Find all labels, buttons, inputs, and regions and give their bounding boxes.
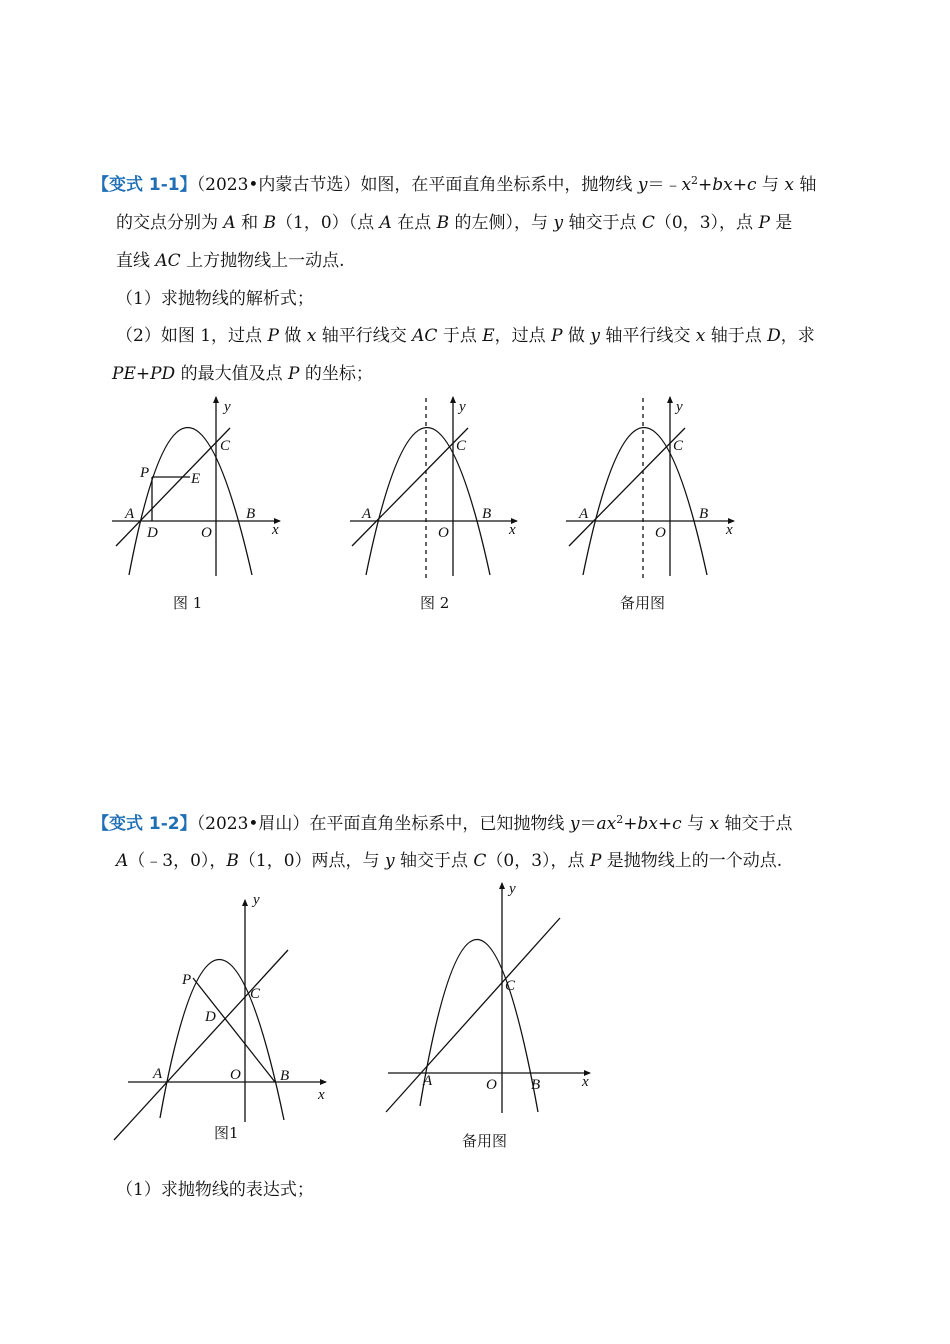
label-y: y — [509, 881, 516, 897]
math-var: y — [637, 175, 648, 195]
line-ac — [114, 950, 288, 1140]
label-b: B — [699, 506, 709, 522]
figure-caption: 图 2 — [420, 594, 450, 612]
math-var: PE — [112, 364, 136, 384]
problem1-text: 在点 — [391, 213, 437, 233]
label-d: D — [147, 525, 158, 541]
label-y: y — [459, 399, 466, 415]
math-expr: +bx+c — [623, 814, 682, 834]
figure-1 — [114, 892, 326, 1142]
label-c: C — [250, 986, 261, 1002]
problem1-text: ，过点 — [494, 326, 552, 346]
figure-backup — [386, 881, 590, 1150]
label-x: x — [318, 1087, 325, 1103]
label-o: O — [230, 1067, 241, 1083]
problem1-text: 轴于点 — [705, 326, 768, 346]
problem2-text: 在平面直角坐标系中，已知抛物线 — [309, 814, 570, 834]
math-exponent: 2 — [691, 174, 699, 187]
label-a: A — [423, 1073, 433, 1089]
label-d: D — [205, 1009, 216, 1025]
math-expr: ax — [596, 814, 617, 834]
label-b: B — [531, 1077, 541, 1093]
label-y: y — [224, 399, 231, 415]
math-var: y — [569, 814, 580, 834]
math-var: y — [590, 326, 600, 346]
label-y: y — [253, 892, 260, 908]
math-var: A — [223, 213, 236, 233]
problem2-source: （2023•眉山） — [196, 814, 310, 834]
math-var: C — [473, 851, 487, 871]
problem1-text: （2）如图 1，过点 — [116, 326, 268, 346]
problem2-text: （﹣3，0）， — [128, 851, 227, 871]
figure-caption: 图1 — [214, 1124, 239, 1142]
problem2-text: 与 — [681, 814, 710, 834]
math-op: ＝﹣ — [647, 175, 682, 195]
label-y: y — [676, 399, 683, 415]
label-c: C — [456, 438, 467, 454]
label-x: x — [272, 522, 279, 538]
problem1-text: 的左侧），与 — [449, 213, 554, 233]
problem2-text: （1，0）两点，与 — [238, 851, 385, 871]
label-b: B — [482, 506, 492, 522]
label-a: A — [125, 506, 135, 522]
math-var: P — [758, 213, 770, 233]
problem1-text: 做 — [278, 326, 307, 346]
problem1-text: 如图，在平面直角坐标系中，抛物线 — [360, 175, 638, 195]
problem2-tag: 【变式 1-2】 — [92, 814, 197, 834]
label-o: O — [655, 525, 666, 541]
problem1-text: （1，0）（点 — [276, 213, 380, 233]
label-o: O — [201, 525, 212, 541]
problem1-source: （2023•内蒙古节选） — [196, 175, 361, 195]
label-p: P — [182, 972, 192, 988]
math-var: D — [767, 326, 781, 346]
label-p: P — [140, 465, 150, 481]
problem2-text: （0，3），点 — [486, 851, 590, 871]
math-var: y — [553, 213, 564, 233]
label-o: O — [438, 525, 449, 541]
math-var: x — [784, 175, 794, 195]
label-x: x — [726, 522, 733, 538]
label-c: C — [673, 438, 684, 454]
figure-caption: 图 1 — [173, 594, 203, 612]
math-var: B — [263, 213, 276, 233]
math-var: P — [551, 326, 563, 346]
problem1-text: 与 — [756, 175, 785, 195]
problem1-text: ，求 — [780, 326, 815, 346]
label-a: A — [153, 1066, 163, 1082]
figure-caption: 备用图 — [462, 1132, 508, 1150]
math-var: x — [695, 326, 706, 346]
problem2-question1: （1）求抛物线的表达式； — [116, 1180, 314, 1200]
problem1-text: 轴平行线交 — [316, 326, 413, 346]
math-var: AC — [155, 251, 181, 271]
parabola — [420, 939, 541, 1112]
label-a: A — [362, 506, 372, 522]
label-o: O — [486, 1077, 497, 1093]
math-var: x — [681, 175, 692, 195]
problem1-tag: 【变式 1-1】 — [92, 175, 197, 195]
problem1-text: 轴平行线交 — [599, 326, 696, 346]
problem1-text: （0，3），点 — [654, 213, 759, 233]
label-e: E — [191, 471, 201, 487]
label-b: B — [246, 506, 256, 522]
math-var: E — [482, 326, 495, 346]
math-var: P — [267, 326, 279, 346]
problem1-text: 是 — [769, 213, 793, 233]
math-var: AC — [412, 326, 438, 346]
problem1-text: 的坐标； — [299, 364, 373, 384]
math-var: P — [589, 851, 602, 871]
math-var: y — [384, 851, 395, 871]
problem1-text: 的交点分别为 — [116, 213, 224, 233]
math-var: P — [288, 364, 300, 384]
math-var: B — [226, 851, 239, 871]
problem1-question1: （1）求抛物线的解析式； — [116, 289, 314, 309]
math-var: A — [116, 851, 129, 871]
parabola — [160, 959, 284, 1120]
math-op: ＝ — [579, 814, 597, 834]
label-b: B — [280, 1068, 290, 1084]
math-var: B — [436, 213, 450, 233]
problem2-text: 轴交于点 — [394, 851, 474, 871]
math-var: C — [641, 213, 655, 233]
label-c: C — [220, 438, 231, 454]
math-var: PD — [150, 364, 176, 384]
figure-caption: 备用图 — [620, 594, 666, 612]
math-var: x — [709, 814, 720, 834]
label-x: x — [582, 1074, 589, 1090]
problem2-text: 是抛物线上的一个动点. — [601, 851, 783, 871]
label-x: x — [509, 522, 516, 538]
label-a: A — [579, 506, 589, 522]
problem1-text: 的最大值及点 — [175, 364, 288, 384]
math-expr: +bx+c — [698, 175, 757, 195]
problem1-text: 轴 — [793, 175, 817, 195]
problem2-text: 轴交于点 — [719, 814, 793, 834]
label-c: C — [505, 978, 516, 994]
problem1-text: 于点 — [437, 326, 483, 346]
math-op: + — [135, 364, 151, 384]
math-exponent: 2 — [616, 813, 624, 826]
math-var: x — [306, 326, 317, 346]
math-var: A — [379, 213, 392, 233]
problem1-text: 上方抛物线上一动点. — [180, 251, 345, 271]
problem1-text: 直线 — [116, 251, 156, 271]
problem1-text: 轴交于点 — [563, 213, 642, 233]
problem1-text: 做 — [562, 326, 591, 346]
problem1-text: 和 — [235, 213, 264, 233]
